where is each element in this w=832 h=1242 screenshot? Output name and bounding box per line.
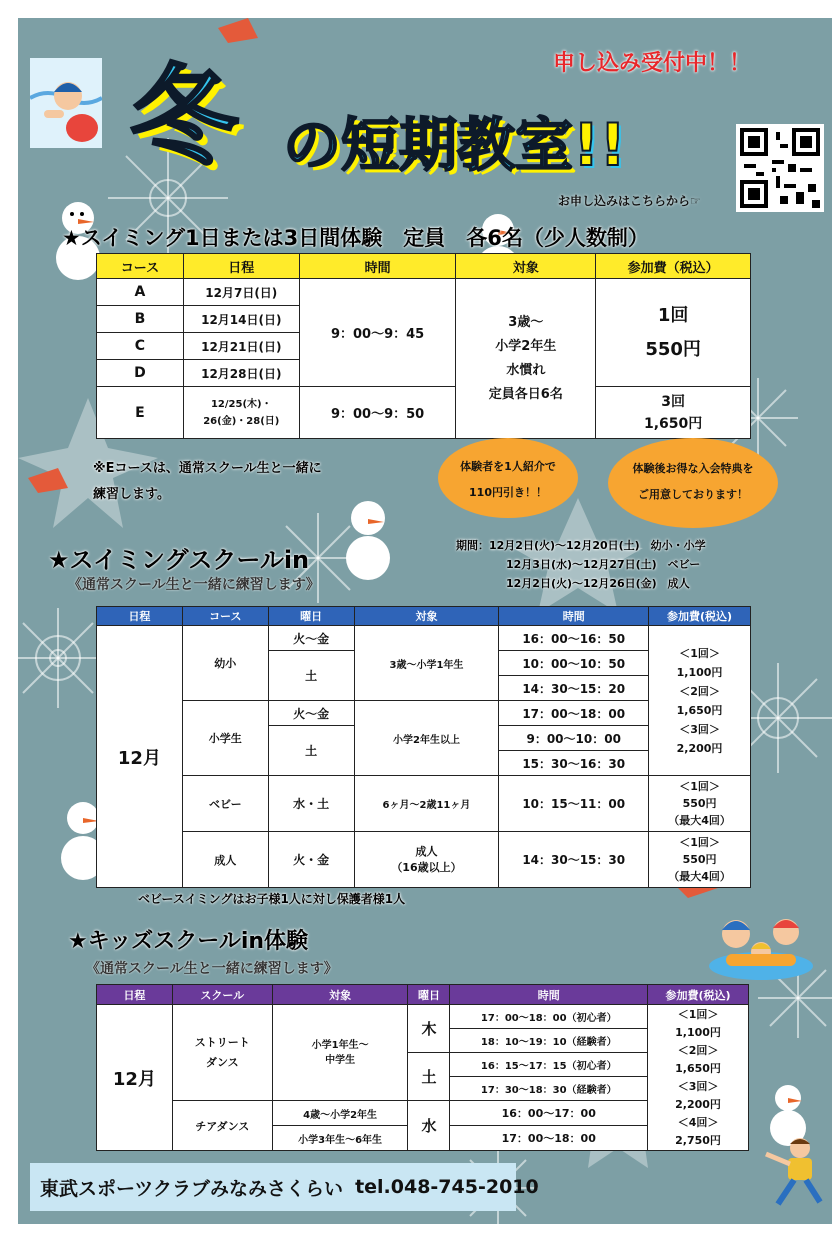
time-cell: 10：00〜10：50 bbox=[499, 651, 649, 676]
snowflake-icon bbox=[18, 608, 108, 708]
course-cell: 幼小 bbox=[182, 626, 268, 701]
course-fee bbox=[596, 279, 751, 387]
day-cell: 水・土 bbox=[268, 776, 354, 832]
footer-club-name: 東武スポーツクラブみなみさくらい bbox=[40, 1177, 344, 1200]
period-line: 期間：12月2日(火)〜12月20日(土) 幼小・小学 bbox=[456, 539, 706, 552]
target-cell bbox=[354, 832, 499, 888]
table-row bbox=[97, 387, 751, 439]
col-fee: 参加費(税込) bbox=[649, 607, 751, 626]
fee-line: ＜3回＞ bbox=[677, 1079, 719, 1093]
col-time: 時間 bbox=[299, 254, 456, 279]
fee-line: ＜2回＞ bbox=[679, 684, 720, 698]
bubble-line: ご用意しております！ bbox=[638, 488, 748, 501]
section2-subheading: 《通常スクール生と一緒に練習します》 bbox=[68, 577, 320, 593]
course-target bbox=[456, 279, 596, 439]
day-cell: 火〜金 bbox=[268, 701, 354, 726]
target-line: 成人 bbox=[415, 844, 438, 858]
fee-line: 2,750円 bbox=[675, 1133, 721, 1147]
baby-note: ベビースイミングはお子様1人に対し保護者様1人 bbox=[138, 892, 406, 906]
col-date: 日程 bbox=[183, 254, 299, 279]
time-cell: 14：30〜15：30 bbox=[499, 832, 649, 888]
section2-heading: ★スイミングスクールin bbox=[48, 546, 310, 574]
section3-subheading: 《通常スクール生と一緒に練習します》 bbox=[86, 961, 338, 977]
col-time: 時間 bbox=[499, 607, 649, 626]
bird-icon bbox=[218, 18, 258, 43]
period-info bbox=[456, 536, 706, 593]
col-day: 曜日 bbox=[268, 607, 354, 626]
school-name-line: ストリート bbox=[194, 1035, 250, 1049]
col-fee: 参加費（税込） bbox=[596, 254, 751, 279]
footer-bar bbox=[30, 1163, 539, 1211]
course-date: 12月7日(日) bbox=[183, 279, 299, 306]
fee-line: ＜1回＞ bbox=[679, 780, 720, 793]
course-e-note bbox=[93, 456, 322, 508]
fee-line: ＜2回＞ bbox=[677, 1043, 719, 1057]
time-cell: 17：30〜18：30（経験者） bbox=[450, 1077, 648, 1101]
fee-line: 2,200円 bbox=[675, 1097, 721, 1111]
course-code: C bbox=[97, 333, 184, 360]
referral-bubble bbox=[438, 438, 578, 518]
time-cell: 16：00〜16：50 bbox=[499, 626, 649, 651]
course-cell: ベビー bbox=[182, 776, 268, 832]
note-line: 練習します。 bbox=[93, 487, 170, 502]
fee-line: ＜1回＞ bbox=[679, 646, 720, 660]
period-line: 12月2日(火)〜12月26日(金) 成人 bbox=[506, 577, 690, 590]
time-cell: 17：00〜18：00 bbox=[499, 701, 649, 726]
target-line: 定員各日6名 bbox=[488, 386, 563, 402]
fee-amount: 550円 bbox=[645, 338, 701, 360]
course-time: 9：00〜9：50 bbox=[299, 387, 456, 439]
col-day: 曜日 bbox=[408, 985, 450, 1005]
day-cell: 火〜金 bbox=[268, 626, 354, 651]
time-cell: 18：10〜19：10（経験者） bbox=[450, 1029, 648, 1053]
title-rest bbox=[283, 110, 626, 180]
school-name-line: ダンス bbox=[205, 1055, 239, 1069]
table-header-row bbox=[97, 254, 751, 279]
col-target: 対象 bbox=[456, 254, 596, 279]
time-cell: 16：15〜17：15（初心者） bbox=[450, 1053, 648, 1077]
day-cell: 土 bbox=[408, 1053, 450, 1101]
target-cell: 小学3年生〜6年生 bbox=[272, 1126, 408, 1151]
fee-cell bbox=[649, 626, 751, 776]
flyer-page bbox=[18, 18, 832, 1224]
fee-cell bbox=[649, 832, 751, 888]
kids-swimming-illustration bbox=[706, 904, 816, 984]
fee-line: ＜1回＞ bbox=[679, 836, 720, 849]
col-time: 時間 bbox=[450, 985, 648, 1005]
table-row bbox=[97, 776, 751, 832]
footer-tel[interactable]: tel.048-745-2010 bbox=[355, 1176, 539, 1198]
title-winter: 冬 bbox=[130, 55, 239, 180]
bubble-line: 110円引き！！ bbox=[469, 486, 547, 499]
day-cell: 火・金 bbox=[268, 832, 354, 888]
target-cell: 小学2年生以上 bbox=[354, 701, 499, 776]
course-cell: 成人 bbox=[182, 832, 268, 888]
school-cell bbox=[172, 1005, 272, 1101]
course-date bbox=[183, 387, 299, 439]
target-line: 中学生 bbox=[325, 1054, 356, 1066]
col-target: 対象 bbox=[272, 985, 408, 1005]
month-cell: 12月 bbox=[97, 1005, 173, 1151]
fee-line: 2,200円 bbox=[676, 741, 723, 755]
fee-line: 550円 bbox=[682, 853, 717, 866]
fee-line: 1,100円 bbox=[675, 1025, 721, 1039]
fee-line: （最大4回） bbox=[668, 814, 731, 827]
bubble-line: 体験後お得な入会特典を bbox=[632, 462, 754, 475]
kids-school-table bbox=[96, 984, 749, 1151]
month-cell: 12月 bbox=[97, 626, 183, 888]
target-cell bbox=[272, 1005, 408, 1101]
target-cell: 6ヶ月〜2歳11ヶ月 bbox=[354, 776, 499, 832]
title-rest-text: の短期教室 bbox=[283, 111, 574, 179]
col-fee: 参加費(税込) bbox=[648, 985, 749, 1005]
course-date: 12月28日(日) bbox=[183, 360, 299, 387]
fee-line: 1,100円 bbox=[676, 665, 723, 679]
target-line: （16歳以上） bbox=[391, 860, 462, 874]
course-time: 9：00〜9：45 bbox=[299, 279, 456, 387]
note-line: ※Eコースは、通常スクール生と一緒に bbox=[93, 461, 322, 476]
fee-line: （最大4回） bbox=[668, 870, 731, 883]
apply-status: 申し込み受付中！！ bbox=[553, 51, 752, 76]
table-row bbox=[97, 279, 751, 306]
course-code: E bbox=[97, 387, 184, 439]
title-marks: !! bbox=[573, 111, 626, 179]
table-row bbox=[97, 832, 751, 888]
fee-line: ＜3回＞ bbox=[679, 722, 720, 736]
target-line: 3歳〜 bbox=[508, 314, 544, 330]
swimmer-illustration bbox=[30, 58, 102, 148]
course-fee bbox=[596, 387, 751, 439]
course-code: B bbox=[97, 306, 184, 333]
fee-line: ＜1回＞ bbox=[677, 1007, 719, 1021]
qr-caption: お申し込みはこちらから☞ bbox=[558, 194, 701, 208]
fee-count: 3回 bbox=[661, 393, 685, 410]
table-header-row bbox=[97, 607, 751, 626]
snowman-icon bbox=[346, 501, 390, 580]
target-line: 水慣れ bbox=[506, 362, 546, 378]
fee-line: 1,650円 bbox=[676, 703, 723, 717]
qr-code-icon[interactable] bbox=[736, 124, 824, 212]
col-course: コース bbox=[182, 607, 268, 626]
col-target: 対象 bbox=[354, 607, 499, 626]
course-date: 12月21日(日) bbox=[183, 333, 299, 360]
time-cell: 15：30〜16：30 bbox=[499, 751, 649, 776]
time-cell: 14：30〜15：20 bbox=[499, 676, 649, 701]
time-cell: 9：00〜10：00 bbox=[499, 726, 649, 751]
target-cell: 4歳〜小学2年生 bbox=[272, 1101, 408, 1126]
col-date: 日程 bbox=[97, 985, 173, 1005]
date-line: 26(金)・28(日) bbox=[203, 415, 280, 427]
course-date: 12月14日(日) bbox=[183, 306, 299, 333]
col-school: スクール bbox=[172, 985, 272, 1005]
day-cell: 水 bbox=[408, 1101, 450, 1151]
bubble-line: 体験者を1人紹介で bbox=[460, 460, 556, 473]
col-date: 日程 bbox=[97, 607, 183, 626]
time-cell: 10：15〜11：00 bbox=[499, 776, 649, 832]
period-line: 12月3日(水)〜12月27日(土) ベビー bbox=[506, 558, 701, 571]
fee-amount: 1,650円 bbox=[643, 415, 703, 432]
target-cell: 3歳〜小学1年生 bbox=[354, 626, 499, 701]
school-cell: チアダンス bbox=[172, 1101, 272, 1151]
time-cell: 17：00〜18：00 bbox=[450, 1126, 648, 1151]
course-code: A bbox=[97, 279, 184, 306]
time-cell: 16：00〜17：00 bbox=[450, 1101, 648, 1126]
table-row bbox=[97, 1005, 749, 1029]
dancer-illustration bbox=[760, 1134, 828, 1210]
course-code: D bbox=[97, 360, 184, 387]
trial-table bbox=[96, 253, 751, 439]
fee-line: 550円 bbox=[682, 797, 717, 810]
fee-cell bbox=[649, 776, 751, 832]
time-cell: 17：00〜18：00（初心者） bbox=[450, 1005, 648, 1029]
section1-heading: ★スイミング1日または3日間体験 定員 各6名（少人数制） bbox=[62, 226, 649, 250]
fee-count: 1回 bbox=[657, 304, 689, 326]
day-cell: 木 bbox=[408, 1005, 450, 1053]
target-line: 小学1年生〜 bbox=[311, 1039, 369, 1051]
day-cell: 土 bbox=[268, 651, 354, 701]
col-course: コース bbox=[97, 254, 184, 279]
day-cell: 土 bbox=[268, 726, 354, 776]
benefit-bubble bbox=[608, 438, 778, 528]
school-table bbox=[96, 606, 751, 888]
target-line: 小学2年生 bbox=[495, 338, 557, 354]
fee-cell bbox=[648, 1005, 749, 1151]
fee-line: ＜4回＞ bbox=[677, 1115, 719, 1129]
table-row bbox=[97, 626, 751, 651]
course-cell: 小学生 bbox=[182, 701, 268, 776]
table-header-row bbox=[97, 985, 749, 1005]
fee-line: 1,650円 bbox=[675, 1061, 721, 1075]
section3-heading: ★キッズスクールin体験 bbox=[68, 929, 309, 954]
date-line: 12/25(木)・ bbox=[210, 398, 272, 410]
